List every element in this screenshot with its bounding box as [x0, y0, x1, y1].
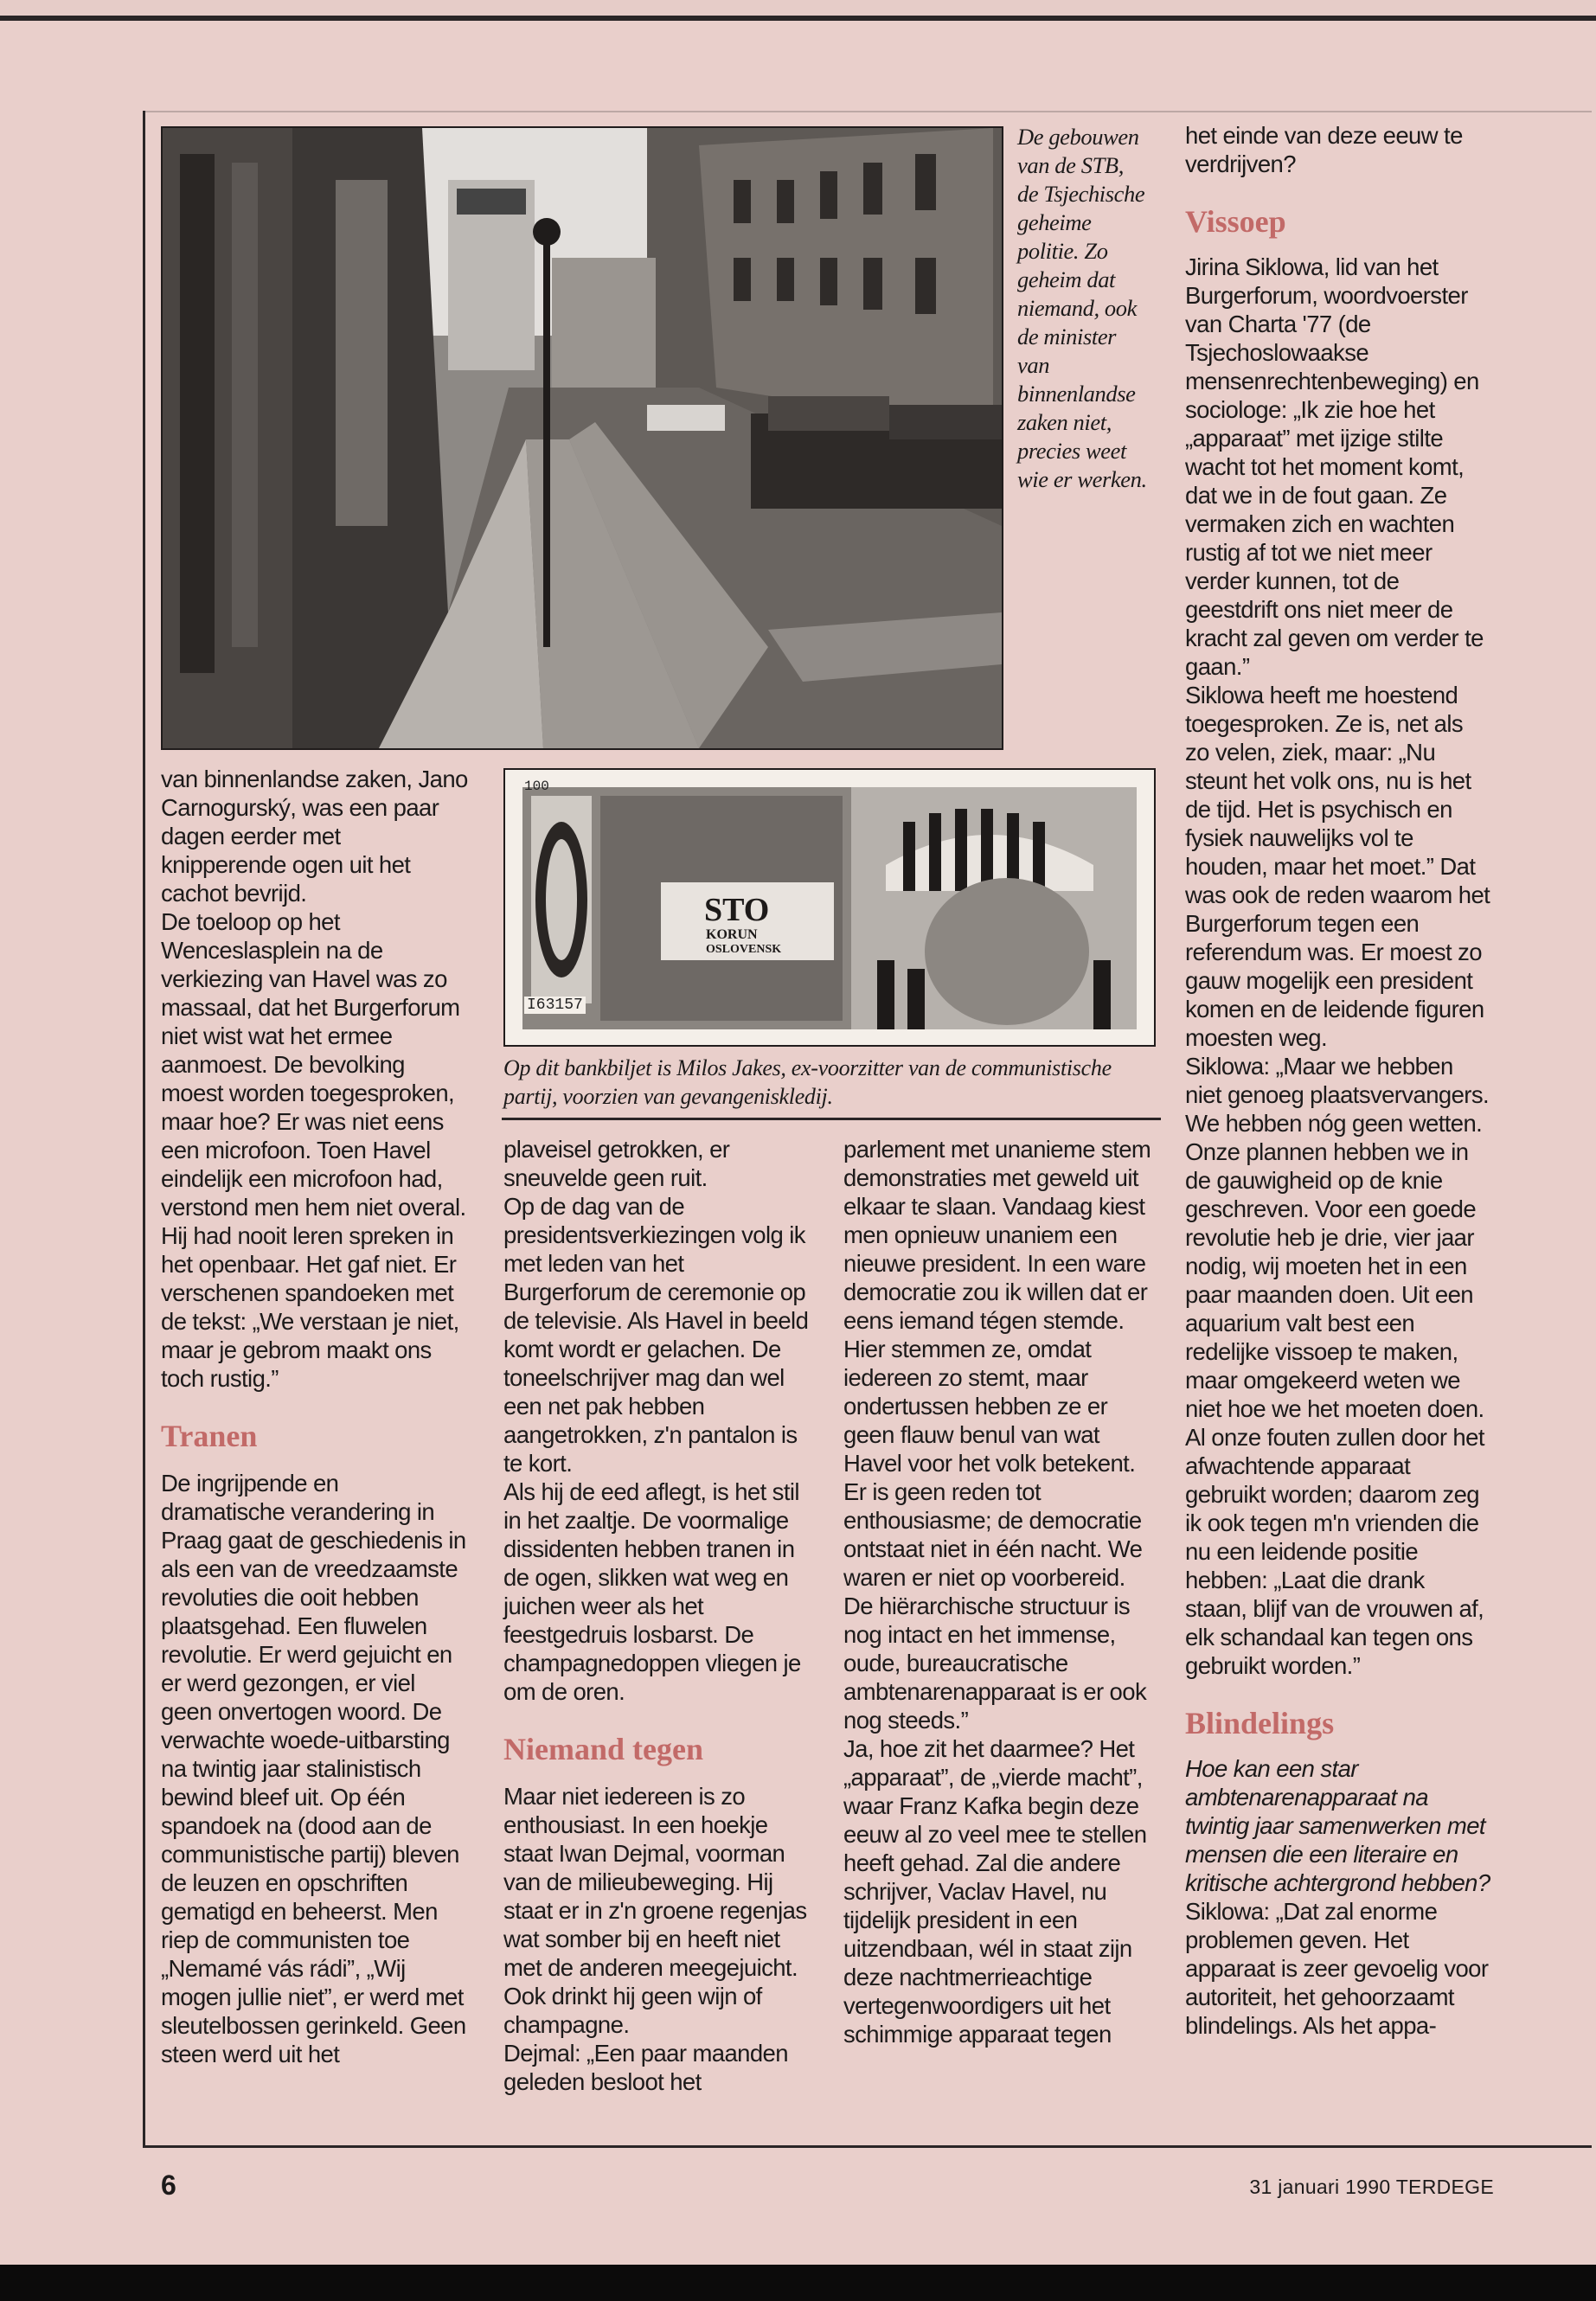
street-photo: [161, 126, 1003, 750]
street-photo-image: [163, 128, 1002, 748]
page-number: 6: [161, 2170, 176, 2201]
subheading-tranen: Tranen: [161, 1419, 258, 1453]
photo-caption: De gebouwen van de STB, de Tsjechische geheime politie. Zo geheim dat niemand, ook de minister van binnenlandse zaken niet, precies weet wie er werken.: [1017, 124, 1147, 492]
paragraph: Jirina Siklowa, lid van het Burgerforum, woordvoerster van Charta '77 (de Tsjechoslowaakse mensenrechtenbeweging) en sociologe: „Ik zie hoe het „apparaat” met ijzige stilte wacht tot het moment komt, dat we in de fout gaan. Ze vermaken zich en wachten rustig af tot we niet meer verder kunnen, tot de geestdrift ons niet meer de kracht zal geven om verder te gaan.”: [1185, 253, 1484, 680]
banknote-illustration: [505, 770, 1154, 1045]
paragraph: Dejmal: „Een paar maanden geleden besloot het: [503, 2040, 788, 2095]
column-divider-rule: [502, 1118, 1161, 1120]
page-top-margin: [0, 0, 1596, 17]
paragraph: plaveisel getrokken, er sneuvelde geen ruit.: [503, 1136, 730, 1191]
article-column-3: [843, 1135, 1155, 2048]
paragraph: Siklowa: „Maar we hebben niet genoeg plaatsvervangers. We hebben nóg geen wetten. Onze plannen hebben we in de gauwigheid op de knie geschreven. Voor een goede revolutie heb je drie, vier jaar nodig, wij moeten het in een paar maanden doen. Uit een aquarium valt best een redelijke vissoep te maken, maar omgekeerd weten we niet hoe we het moeten doen. Al onze fouten zullen door het afwachtende apparaat gebruikt worden; daarom zeg ik ook tegen m'n vrienden die nu een leidende positie hebben: „Laat die drank staan, blijf van de vrouwen af, elk schandaal kan tegen ons gebruikt worden.”: [1185, 1053, 1490, 1679]
banknote-country: OSLOVENSK: [706, 943, 782, 956]
paragraph: parlement met unanieme stem demonstraties met geweld uit elkaar te slaan. Vandaag kiest men opnieuw unaniem een nieuwe president. In een ware democratie zou ik willen dat er eens iemand tégen stemde. Hier stemmen ze, omdat iedereen zo stemt, maar ondertussen hebben ze er geen flauw benul van wat Havel voor het volk betekent. Er is geen reden tot enthousiasme; de democratie ontstaat niet in één nacht. We waren er niet op voorbereid. De hiërarchische structuur is nog intact en het immense, oude, bureaucratische ambtenarenapparaat is er ook nog steeds.”: [843, 1136, 1151, 1734]
scan-edge-line: [0, 16, 1596, 21]
article-column-4: [1185, 121, 1492, 2040]
banknote-serial: I63157: [524, 997, 586, 1014]
banknote-denomination: 100: [524, 779, 549, 794]
paragraph: Siklowa heeft me hoestend toegesproken. Ze is, net als zo velen, ziek, maar: „Nu steunt het volk ons, nu is het de tijd. Het is psychisch en fysiek nauwelijks vol te houden, maar het moet.” Dat was ook de reden waarom het Burgerforum tegen een referendum was. Er moest zo gauw mogelijk een president komen en de leidende figuren moesten weg.: [1185, 682, 1490, 1051]
article-column-1: [161, 765, 468, 2068]
paragraph: Als hij de eed aflegt, is het stil in het zaaltje. De voormalige dissidenten hebben tranen in de ogen, slikken wat weg en juichen weer als het feestgedruis losbarst. De champagnedoppen vliegen je om de oren.: [503, 1478, 801, 1705]
banknote-image: [503, 768, 1156, 1047]
paragraph: het einde van deze eeuw te verdrijven?: [1185, 122, 1463, 177]
paragraph: Siklowa: „Dat zal enorme problemen geven. Het apparaat is zeer gevoelig voor autoriteit, het gehoorzaamt blindelings. Als het appa-: [1185, 1898, 1489, 2039]
page-frame-top: [143, 111, 1592, 112]
paragraph: Maar niet iedereen is zo enthousiast. In een hoekje staat Iwan Dejmal, voorman van de milieubeweging. Hij staat er in z'n groene regenjas wat somber bij en heeft niet met de anderen meegejuicht. Ook drinkt hij geen wijn of champagne.: [503, 1783, 807, 2038]
intro-question: Hoe kan een star ambtenarenapparaat na twintig jaar samenwerken met mensen die een literaire en kritische achtergrond hebben?: [1185, 1755, 1490, 1896]
paragraph: De ingrijpende en dramatische verandering in Praag gaat de geschiedenis in als een van de vreedzaamste revoluties die ooit hebben plaatsgehad. Een fluwelen revolutie. Er werd gejuicht en er werd gezongen, er viel geen onvertogen woord. De verwachte woede-uitbarsting na twintig jaar stalinistisch bewind bleef uit. Op één spandoek na (dood aan de communistische partij) bleven de leuzen en opschriften gematigd en beheerst. Men riep de communisten toe „Nemamé vás rádi”, „Wij mogen jullie niet”, er werd met sleutelbossen gerinkeld. Geen steen werd uit het: [161, 1470, 466, 2067]
page-frame-left-rule: [143, 111, 145, 2147]
subheading-niemand-tegen: Niemand tegen: [503, 1732, 703, 1766]
subheading-blindelings: Blindelings: [1185, 1706, 1335, 1740]
banknote-label: STO: [704, 892, 770, 928]
paragraph: De toeloop op het Wenceslasplein na de verkiezing van Havel was zo massaal, dat het Burgerforum niet wist wat het ermee aanmoest. De bevolking moest worden toegesproken, maar hoe? Er was niet eens een microfoon. Toen Havel eindelijk een microfoon had, verstond men hem niet overal. Hij had nooit leren spreken in het openbaar. Het gaf niet. Er verschenen spandoeken met de tekst: „We verstaan je niet, maar je gebrom maakt ons toch rustig.”: [161, 908, 466, 1392]
page-frame-bottom-rule: [143, 2145, 1592, 2148]
article-column-2: [503, 1135, 815, 2096]
paragraph: van binnenlandse zaken, Jano Carnogurský, was een paar dagen eerder met knipperende ogen uit het cachot bevrijd.: [161, 766, 468, 907]
subheading-vissoep: Vissoep: [1185, 204, 1286, 239]
paragraph: Op de dag van de presidentsverkiezingen volg ik met leden van het Burgerforum de ceremonie op de televisie. Als Havel in beeld komt wordt er gelachen. De toneelschrijver mag dan wel een net pak hebben aangetrokken, z'n pantalon is te kort.: [503, 1193, 809, 1477]
banknote-currency: KORUN: [706, 927, 758, 942]
paragraph: Ja, hoe zit het daarmee? Het „apparaat”, de „vierde macht”, waar Franz Kafka begin deze eeuw al zo veel mee te stellen heeft gehad. Zal die andere schrijver, Vaclav Havel, nu tijdelijk president in een uitzendbaan, wél in staat zijn deze nachtmerrieachtige vertegenwoordigers uit het schimmige apparaat tegen: [843, 1735, 1147, 2048]
issue-footer: 31 januari 1990 TERDEGE: [1249, 2176, 1494, 2198]
scan-bottom-edge: [0, 2265, 1596, 2301]
banknote-caption: Op dit bankbiljet is Milos Jakes, ex-voorzitter van de communistische partij, voorzien van gevangeniskledij.: [503, 1055, 1112, 1109]
